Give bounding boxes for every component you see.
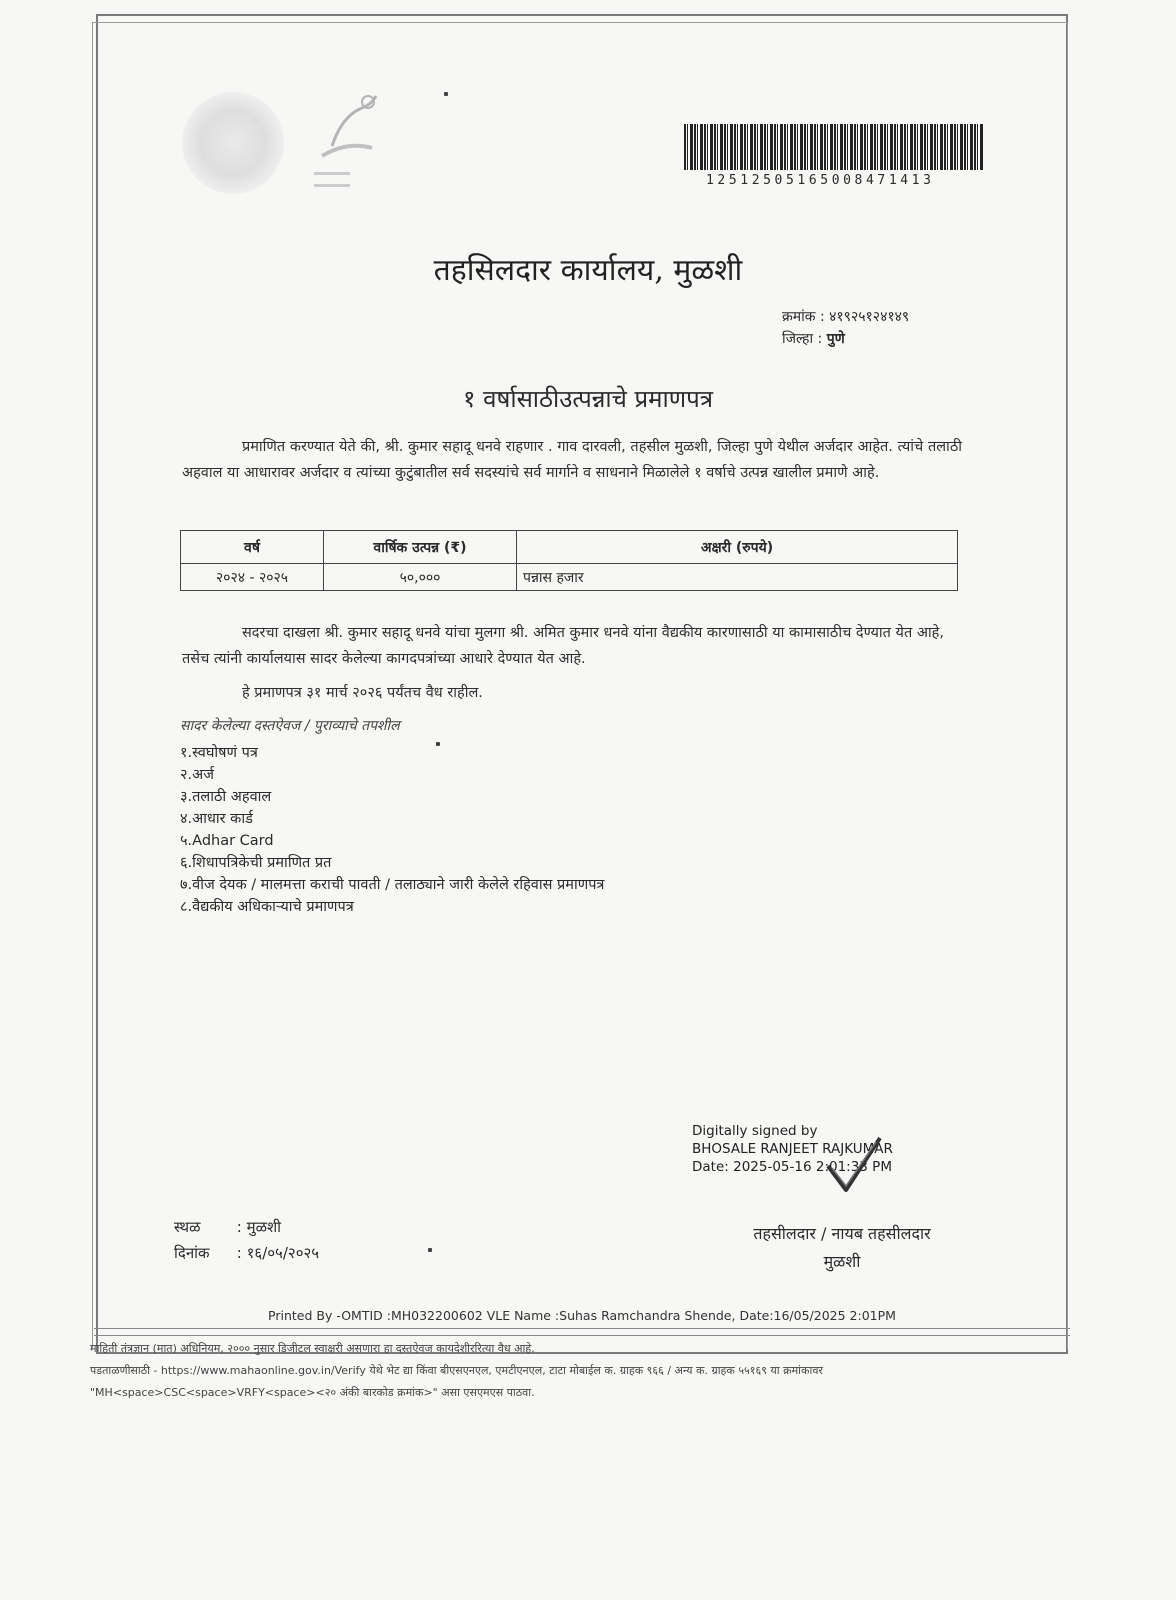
list-item: २.अर्ज [180, 767, 214, 783]
validity-statement: हे प्रमाणपत्र ३१ मार्च २०२६ पर्यंतच वैध राहील. [242, 685, 483, 701]
list-item: ३.तलाठी अहवाल [180, 789, 272, 805]
list-item: ७.वीज देयक / मालमत्ता कराची पावती / तलाठ्याने जारी केलेले रहिवास प्रमाणपत्र [180, 877, 605, 893]
scan-speck [428, 1248, 432, 1252]
place-value: : मुळशी [236, 1218, 282, 1236]
checkmark-icon [818, 1132, 888, 1202]
certificate-number-label: क्रमांक : [782, 309, 825, 325]
office-title: तहसिलदार कार्यालय, मुळशी [433, 253, 743, 288]
list-item: ८.वैद्यकीय अधिकाऱ्याचे प्रमाणपत्र [180, 899, 354, 915]
footer-legal-note: माहिती तंत्रज्ञान (मात) अधिनियम, २००० नुसार डिजीटल स्वाक्षरी असणारा हा दस्तऐवज कायदेशीररित्या वैध आहे. [90, 1342, 535, 1355]
certificate-number-value: ४१९२५१२४१४९ [829, 309, 910, 325]
place-date-block [174, 1214, 319, 1266]
signature-signer-name: BHOSALE RANJEET RAJKUMAR [692, 1141, 893, 1157]
district-value: पुणे [826, 331, 845, 347]
list-item: ६.शिधापत्रिकेची प्रमाणित प्रत [180, 855, 332, 871]
footer-verification-note: पडताळणीसाठी - https://www.mahaonline.gov.in/Verify येथे भेट द्या किंवा बीएसएनएल, एमटीएनएल, टाटा मोबाईल क. ग्राहक ९६६ / अन्य क. ग्राहक ५५१६९ या क्रमांकावर [90, 1364, 823, 1377]
list-item: ५.Adhar Card [180, 833, 274, 849]
certificate-paragraph-1: प्रमाणित करण्यात येते की, श्री. कुमार सहादू धनवे राहणार . गाव दारवली, तहसील मुळशी, जिल्हा पुणे येथील अर्जदार आहेत. त्यांचे तलाठी अहवाल या आधारावर अर्जदार व त्यांच्या कुटुंबातील सर्व सदस्यांचे सर्व मार्गाने व साधनाने मिळालेले १ वर्षाचे उत्पन्न खालील प्रमाणे आहे. [182, 439, 962, 481]
footer-notes [90, 1338, 1050, 1404]
issuing-officer-block [726, 1220, 958, 1276]
signature-line-1: Digitally signed by [692, 1123, 818, 1139]
date-value: : १६/०५/२०२५ [236, 1244, 320, 1262]
documents-heading: सादर केलेल्या दस्तऐवज / पुराव्याचे तपशील [180, 718, 400, 734]
signature-date: Date: 2025-05-16 2:01:33 PM [692, 1159, 892, 1175]
district-label: जिल्हा : [782, 331, 823, 347]
scan-speck [444, 92, 448, 96]
table-row [181, 564, 958, 591]
date-line [174, 1240, 319, 1266]
place-label: स्थळ [174, 1218, 201, 1236]
cell-amount-in-words: पन्नास हजार [517, 564, 958, 591]
list-item: ४.आधार कार्ड [180, 811, 253, 827]
date-label: दिनांक [174, 1244, 210, 1262]
income-table [180, 530, 958, 591]
place-line [174, 1214, 319, 1240]
officer-designation: तहसीलदार / नायब तहसीलदार [753, 1224, 931, 1243]
certificate-meta [782, 306, 909, 350]
income-table-header-row [181, 531, 958, 564]
certificate-number-line [782, 306, 909, 328]
officer-location: मुळशी [823, 1252, 861, 1271]
maharashtra-logo-icon [302, 86, 392, 196]
documents-list [180, 742, 604, 918]
government-emblem-seal [182, 92, 284, 194]
barcode-number: 12512505165008471413 [706, 173, 935, 188]
list-item: १.स्वघोषणं पत्र [180, 745, 258, 761]
cell-year: २०२४ - २०२५ [181, 564, 324, 591]
header-annual-income: वार्षिक उत्पन्न (₹) [324, 531, 517, 564]
district-line [782, 328, 909, 350]
barcode [684, 124, 984, 170]
printed-by-line: Printed By -OMTID :MH032200602 VLE Name :Suhas Ramchandra Shende, Date:16/05/2025 2:01PM [268, 1308, 896, 1323]
header-year: वर्ष [181, 531, 324, 564]
footer-sms-note: "MH<space>CSC<space>VRFY<space><२० अंकी बारकोड क्रमांक>" असा एसएमएस पाठवा. [90, 1386, 535, 1399]
cell-annual-income: ५०,००० [324, 564, 517, 591]
divider [94, 1328, 1070, 1336]
certificate-paragraph-2: सदरचा दाखला श्री. कुमार सहादू धनवे यांचा मुलगा श्री. अमित कुमार धनवे यांना वैद्यकीय कारणासाठी या कामासाठीच देण्यात येत आहे, तसेच त्यांनी कार्यालयास सादर केलेल्या कागदपत्रांच्या आधारे देण्यात येत आहे. [182, 625, 944, 667]
scan-speck [436, 742, 440, 746]
header-amount-in-words: अक्षरी (रुपये) [517, 531, 958, 564]
certificate-title: १ वर्षासाठीउत्पन्नाचे प्रमाणपत्र [463, 385, 713, 413]
